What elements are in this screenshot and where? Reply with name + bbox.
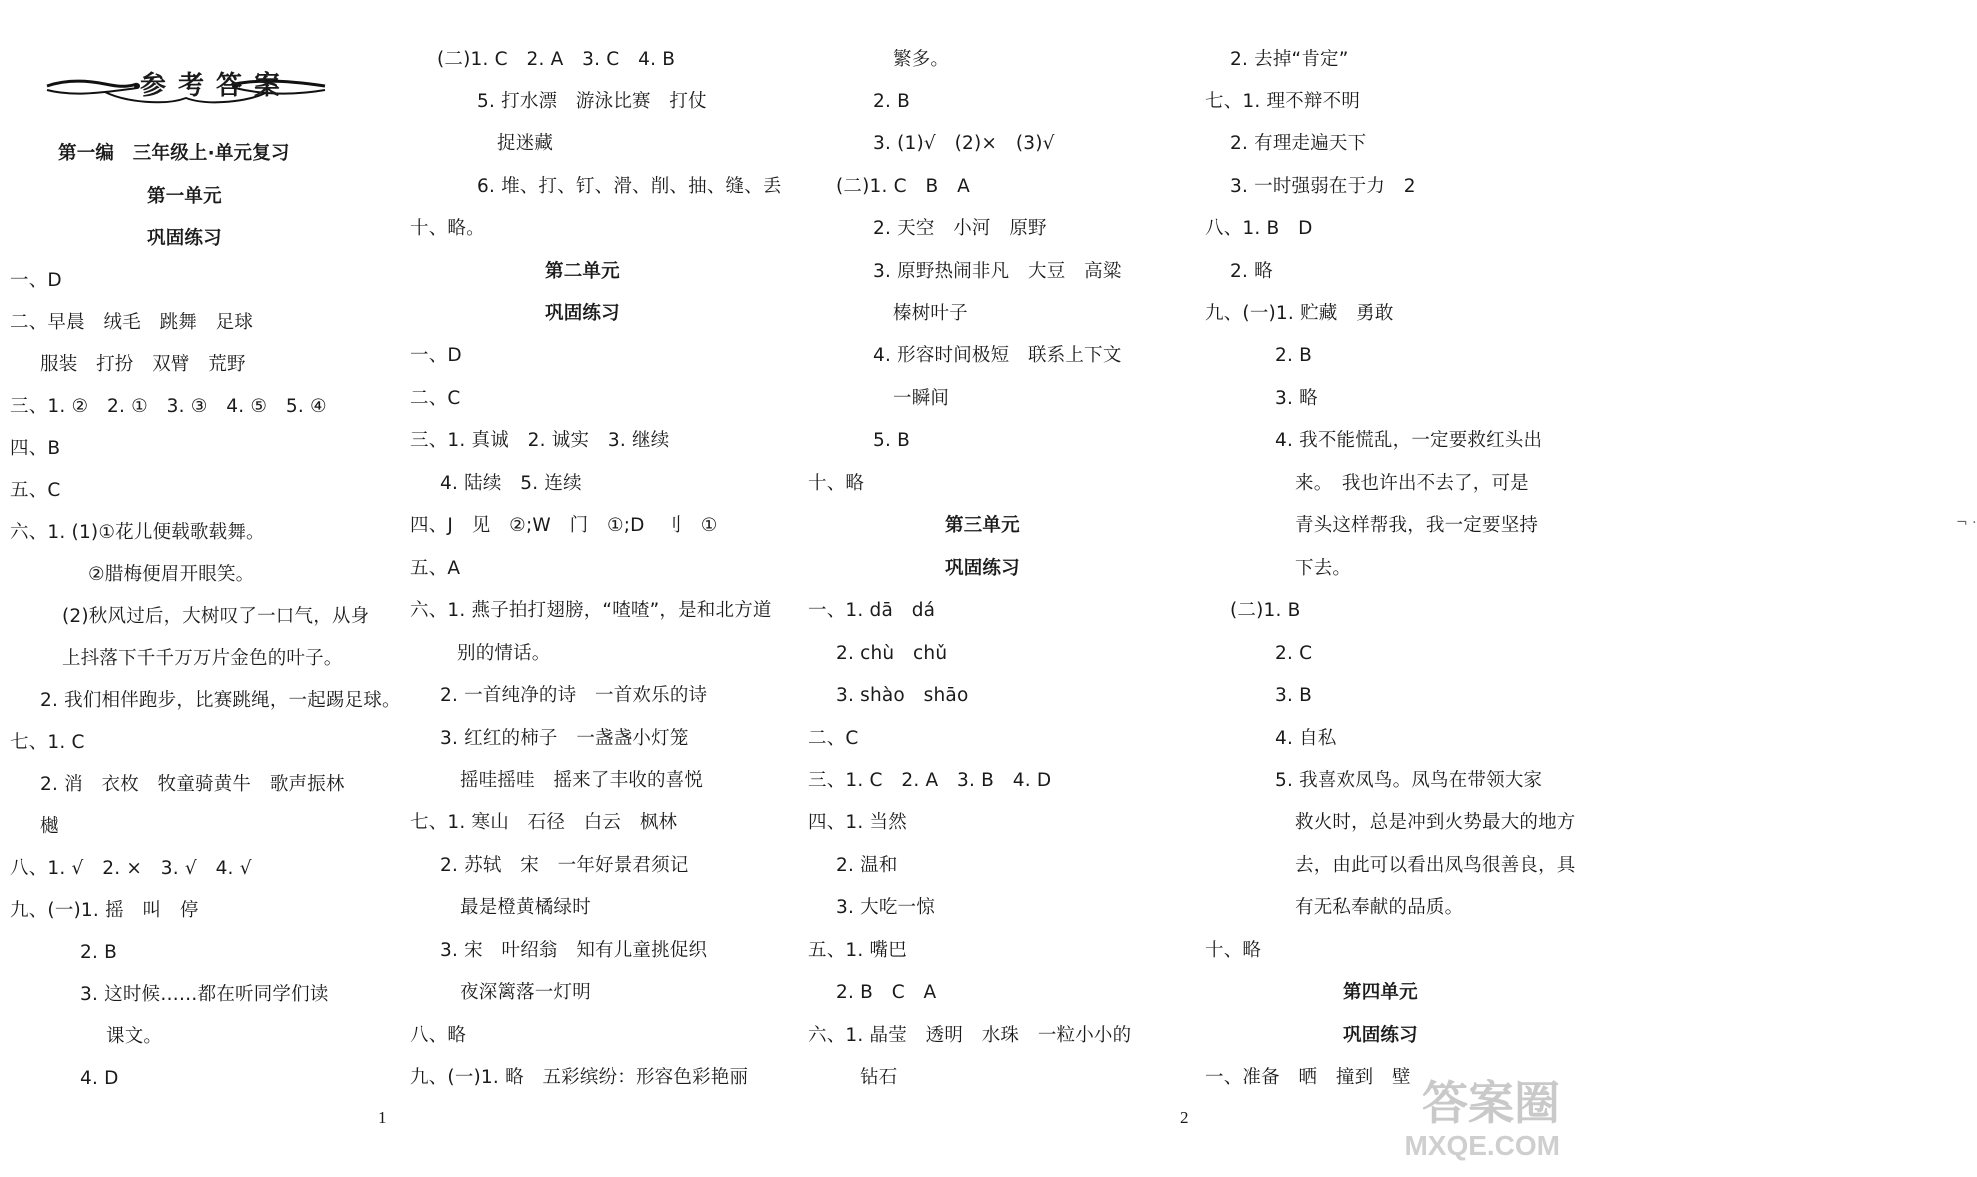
answer-line: 2. B [80,942,118,963]
scan-artifact: ¬ · [1956,515,1977,531]
answer-line: 3. 略 [1275,388,1318,409]
answer-line: 2. 略 [1230,261,1273,282]
column-1 [0,0,400,1177]
answer-line: 4. 形容时间极短 联系上下文 [873,345,1122,366]
answer-line: ②腊梅便眉开眼笑。 [88,564,255,585]
answer-line: 去，由此可以看出凤鸟很善良，具 [1295,855,1576,876]
answer-line: 七、1. C [10,732,85,753]
answer-line: 七、1. 寒山 石径 白云 枫林 [410,812,678,833]
answer-line: 3. 宋 叶绍翁 知有儿童挑促织 [440,940,708,961]
answer-line: 3. 原野热闹非凡 大豆 高粱 [873,261,1122,282]
answer-line: 上抖落下千千万万片金色的叶子。 [62,648,343,669]
answer-line: 4. 自私 [1275,728,1337,749]
column-4 [1180,0,1600,1177]
answer-line: 2. B [1275,345,1313,366]
answer-line: (二)1. C B A [836,176,970,197]
answer-line: 二、C [808,728,859,749]
answer-line: 一、准备 晒 撞到 壁 [1205,1067,1411,1088]
watermark-url: MXQE.COM [1404,1130,1560,1161]
answer-line: 榛树叶子 [893,303,968,324]
answer-line: 一、1. dā dá [808,600,936,621]
answer-line: 5. B [873,430,911,451]
answer-line: 二、早晨 绒毛 跳舞 足球 [10,312,254,333]
answer-line: 3. (1)√ (2)× (3)√ [873,133,1055,154]
answer-line: 七、1. 理不辩不明 [1205,91,1361,112]
answer-line: 三、1. 真诚 2. 诚实 3. 继续 [410,430,670,451]
answer-line: 下去。 [1295,558,1352,579]
answer-line: 五、1. 嘴巴 [808,940,907,961]
answer-line: 3. 大吃一惊 [836,897,935,918]
answer-line: 八、1. √ 2. × 3. √ 4. √ [10,858,252,879]
unit-title: 第二单元 [545,261,620,282]
answer-line: 八、1. B D [1205,218,1313,239]
answer-line: 别的情话。 [457,643,551,664]
answer-line: 三、1. ② 2. ① 3. ③ 4. ⑤ 5. ④ [10,396,327,417]
answer-line: 3. shào shāo [836,685,969,706]
answer-line: 2. 温和 [836,855,898,876]
answer-line: 五、A [410,558,461,579]
answer-line: 四、1. 当然 [808,812,907,833]
answer-line: 三、1. C 2. A 3. B 4. D [808,770,1052,791]
answer-line: 2. 有理走遍天下 [1230,133,1367,154]
subsection-title: 巩固练习 [147,228,222,249]
answer-line: 2. 我们相伴跑步，比赛跳绳，一起踢足球。 [40,690,401,711]
answer-line: 4. 我不能慌乱，一定要救红头出 [1275,430,1543,451]
answer-line: 5. 我喜欢凤鸟。凤鸟在带领大家 [1275,770,1543,791]
answer-line: 2. chù chǔ [836,643,948,664]
answer-line: 救火时，总是冲到火势最大的地方 [1295,812,1576,833]
answer-line: 繁多。 [893,49,950,70]
answer-line: 有无私奉献的品质。 [1295,897,1464,918]
answer-line: 九、(一)1. 贮藏 勇敢 [1205,303,1394,324]
answer-line: 十、略。 [410,218,485,239]
answer-line: 2. 去掉“肯定” [1230,49,1349,70]
answer-line: 十、略 [808,473,865,494]
answer-line: (2)秋风过后，大树叹了一口气，从身 [62,606,370,627]
answer-line: 九、(一)1. 略 五彩缤纷：形容色彩艳丽 [410,1067,749,1088]
subsection-title: 巩固练习 [945,558,1020,579]
answer-line: 六、1. (1)①花儿便载歌载舞。 [10,522,265,543]
answer-line: 一、D [410,345,462,366]
watermark-logo: 答案圈 [1422,1076,1560,1130]
answer-line: 2. B C A [836,982,937,1003]
answer-line: 3. B [1275,685,1313,706]
answer-line: 钻石 [860,1067,898,1088]
answer-line: 四、J 见 ②;W 门 ①;D 刂 ① [410,515,718,536]
answer-line: 4. D [80,1068,119,1089]
answer-line: 捉迷藏 [497,133,554,154]
answer-line: 3. 这时候……都在听同学们读 [80,984,329,1005]
answer-line: 九、(一)1. 摇 叫 停 [10,900,199,921]
answer-line: 青头这样帮我，我一定要坚持 [1295,515,1539,536]
answer-line: 来。 我也许出不去了，可是 [1295,473,1529,494]
answer-line: 2. B [873,91,911,112]
answer-line: 2. 苏轼 宋 一年好景君须记 [440,855,689,876]
answer-line: 二、C [410,388,461,409]
section-title: 第一编 三年级上·单元复习 [58,143,290,164]
page-number: 1 [378,1108,387,1127]
answer-line: 樾 [40,816,59,837]
unit-title: 第三单元 [945,515,1020,536]
answer-line: 六、1. 燕子拍打翅膀，“喳喳”，是和北方道 [410,600,772,621]
unit-title: 第四单元 [1343,982,1418,1003]
header-banner [45,62,327,108]
answer-line: 4. 陆续 5. 连续 [440,473,582,494]
answer-line: 2. 消 衣枚 牧童骑黄牛 歌声振林 [40,774,345,795]
answer-line: 十、略 [1205,940,1262,961]
answer-line: 八、略 [410,1025,467,1046]
subsection-title: 巩固练习 [1343,1025,1418,1046]
answer-line: (二)1. C 2. A 3. C 4. B [437,49,676,70]
answer-line: 3. 一时强弱在于力 2 [1230,176,1416,197]
answer-line: 3. 红红的柿子 一盏盏小灯笼 [440,728,689,749]
answer-line: 5. 打水漂 游泳比赛 打仗 [477,91,707,112]
banner-title: 参考答案 [140,71,293,101]
unit-title: 第一单元 [147,186,222,207]
answer-line: 6. 堆、打、钉、滑、削、抽、缝、丢 [477,176,782,197]
answer-line: 服装 打扮 双臂 荒野 [40,354,246,375]
answer-line: (二)1. B [1230,600,1301,621]
page-number: 2 [1180,1108,1189,1127]
column-2 [378,0,800,1177]
answer-line: 一瞬间 [893,388,950,409]
answer-line: 摇哇摇哇 摇来了丰收的喜悦 [460,770,704,791]
answer-line: 课文。 [106,1026,163,1047]
answer-line: 一、D [10,270,62,291]
answer-line: 五、C [10,480,61,501]
answer-line: 2. C [1275,643,1313,664]
answer-line: 四、B [10,438,61,459]
answer-line: 最是橙黄橘绿时 [460,897,591,918]
answer-line: 2. 天空 小河 原野 [873,218,1047,239]
subsection-title: 巩固练习 [545,303,620,324]
answer-line: 夜深篱落一灯明 [460,982,591,1003]
watermark [1405,1067,1560,1162]
answer-line: 2. 一首纯净的诗 一首欢乐的诗 [440,685,708,706]
answer-line: 六、1. 晶莹 透明 水珠 一粒小小的 [808,1025,1132,1046]
